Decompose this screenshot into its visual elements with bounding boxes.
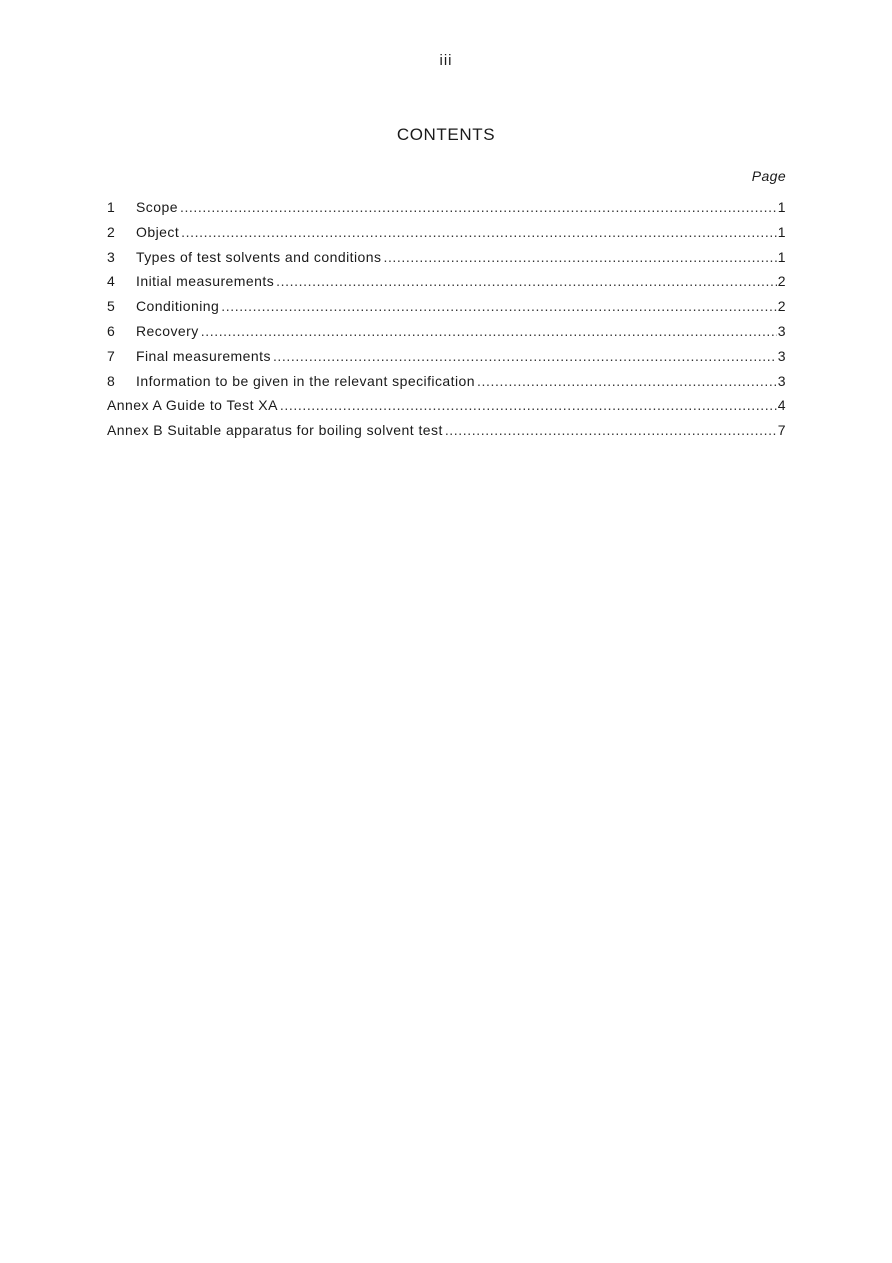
toc-entry-initial-measurements[interactable] [107, 273, 786, 298]
toc-entry-recovery[interactable] [107, 323, 786, 348]
toc-entry-number: 8 [107, 372, 116, 389]
toc-entry-types-of-test-solvents[interactable] [107, 249, 786, 274]
toc-entry-number: 5 [107, 298, 116, 315]
dot-leader [445, 422, 777, 438]
dot-leader [383, 249, 776, 265]
toc-entry-page: 1 [777, 199, 786, 215]
toc-entry-scope[interactable] [107, 199, 786, 224]
toc-entry-page: 1 [777, 223, 786, 240]
toc-entry-annex-a[interactable] [107, 397, 786, 422]
toc-entry-number: 4 [107, 273, 116, 290]
toc-entry-title: Annex B Suitable apparatus for boiling solvent test [107, 422, 443, 439]
dot-leader [221, 298, 777, 314]
toc-entry-page: 3 [777, 322, 786, 339]
toc-entry-number: 7 [107, 347, 116, 364]
toc-entry-title: Annex A Guide to Test XA [107, 397, 278, 414]
toc-entry-number: 3 [107, 248, 116, 265]
dot-leader [273, 348, 777, 364]
toc-entry-page: 2 [777, 273, 786, 290]
toc-entry-number: 2 [107, 223, 116, 240]
toc-entry-page: 1 [777, 248, 786, 265]
toc-entry-title: Conditioning [136, 298, 220, 315]
toc-entry-title: Initial measurements [136, 273, 275, 290]
toc-entry-number: 6 [107, 322, 116, 339]
page-column-label: Page [751, 168, 786, 184]
toc-entry-annex-b[interactable] [107, 422, 786, 447]
dot-leader [280, 397, 777, 413]
toc-entry-title: Information to be given in the relevant specification [136, 372, 476, 389]
toc-entry-title: Recovery [136, 322, 199, 339]
toc-entry-title: Final measurements [136, 347, 271, 364]
toc-entry-page: 4 [777, 397, 786, 414]
dot-leader [181, 224, 777, 240]
toc-entry-page: 3 [777, 347, 786, 364]
toc-entry-conditioning[interactable] [107, 298, 786, 323]
table-of-contents [107, 199, 786, 447]
toc-entry-title: Scope [136, 199, 178, 215]
toc-entry-page: 2 [777, 298, 786, 315]
toc-entry-page: 7 [777, 422, 786, 439]
toc-entry-number: 1 [107, 199, 116, 215]
dot-leader [201, 323, 777, 339]
toc-entry-page: 3 [777, 372, 786, 389]
toc-entry-object[interactable] [107, 224, 786, 249]
contents-heading: CONTENTS [396, 125, 496, 144]
page-number: iii [439, 52, 453, 69]
dot-leader [180, 199, 777, 215]
toc-entry-title: Types of test solvents and conditions [136, 248, 382, 265]
dot-leader [276, 273, 777, 289]
toc-entry-information-to-be-given[interactable] [107, 373, 786, 398]
toc-entry-final-measurements[interactable] [107, 348, 786, 373]
toc-entry-title: Object [136, 223, 180, 240]
dot-leader [477, 373, 777, 389]
